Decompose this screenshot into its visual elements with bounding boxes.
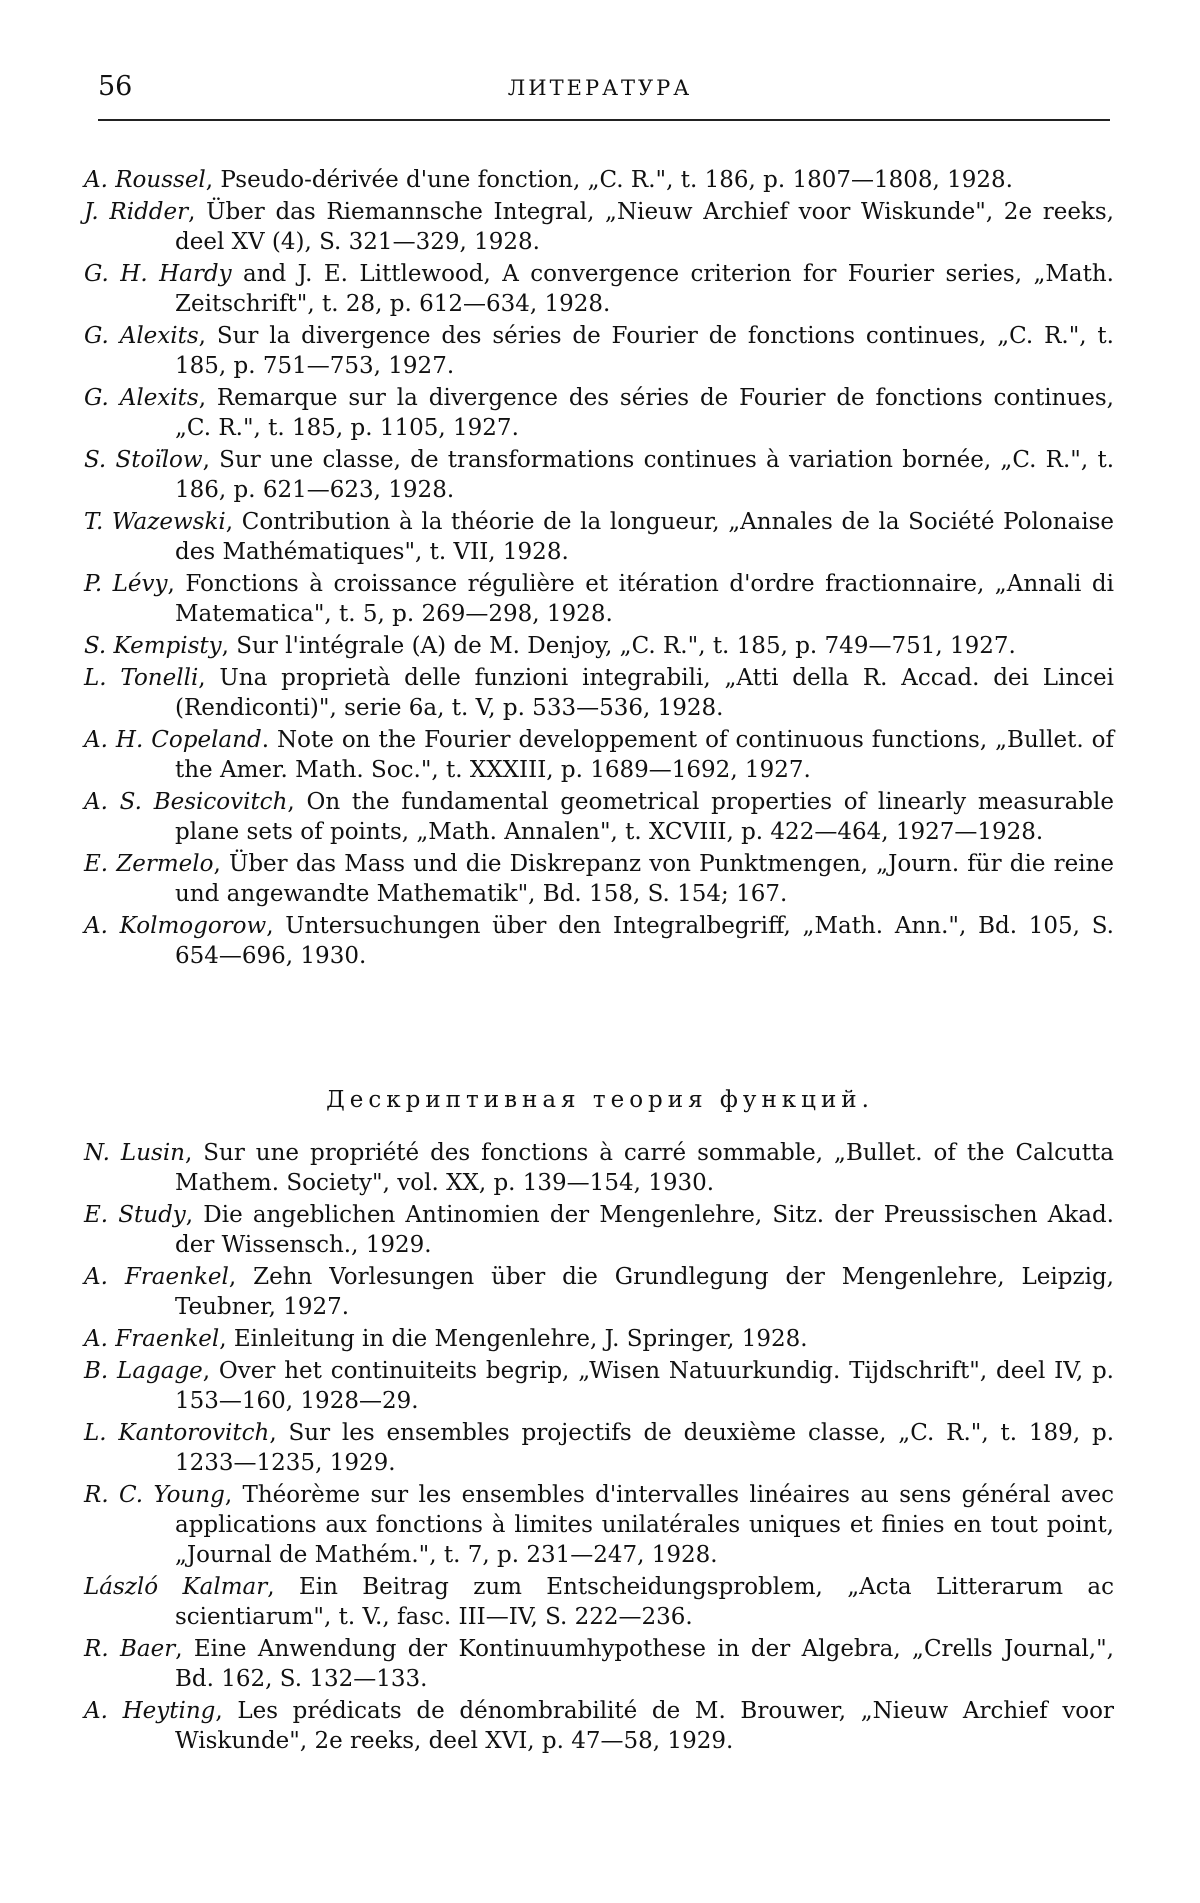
reference-author: A. Heyting	[84, 1698, 216, 1724]
reference-entry	[84, 197, 1114, 257]
reference-text: , Pseudo-dérivée d'une fonction, „C. R.", t. 186, p. 1807—1808, 1928.	[205, 167, 1013, 193]
reference-entry	[84, 1634, 1114, 1694]
reference-text: , Eine Anwendung der Kontinuumhypothese in der Algebra, „Crells Journal,", Bd. 162, S. 132—133.	[175, 1636, 1114, 1692]
reference-author: G. H. Hardy	[84, 261, 232, 287]
reference-entry	[84, 725, 1114, 785]
reference-entry	[84, 569, 1114, 629]
reference-entry	[84, 1418, 1114, 1478]
reference-author: S. Kempisty	[84, 633, 222, 659]
reference-list-descriptive	[84, 1138, 1114, 1758]
reference-text: , Sur l'intégrale (A) de M. Denjoy, „C. R.", t. 185, p. 749—751, 1927.	[221, 633, 1016, 659]
reference-author: R. Baer	[84, 1636, 176, 1662]
reference-entry	[84, 1138, 1114, 1198]
reference-entry	[84, 383, 1114, 443]
page-number: 56	[98, 71, 133, 102]
reference-author: L. Tonelli	[84, 665, 199, 691]
reference-author: G. Alexits	[84, 323, 199, 349]
reference-entry	[84, 507, 1114, 567]
reference-text: , Fonctions à croissance régulière et itération d'ordre fractionnaire, „Annali di Matematica", t. 5, p. 269—298, 1928.	[167, 571, 1114, 627]
reference-author: T. Wazewski	[84, 509, 226, 535]
reference-entry	[84, 445, 1114, 505]
reference-author: E. Study	[84, 1202, 186, 1228]
reference-author: A. Kolmogorow	[84, 913, 267, 939]
reference-entry	[84, 911, 1114, 971]
section-title: Дескриптивная теория функций.	[326, 1087, 874, 1113]
reference-text: , Over het continuiteits begrip, „Wisen Natuurkundig. Tijdschrift", deel IV, p. 153—160, 1928—29.	[175, 1358, 1114, 1414]
reference-text: , Ein Beitrag zum Entscheidungsproblem, „Acta Litterarum ac scientiarum", t. V., fasc. III—IV, S. 222—236.	[175, 1574, 1114, 1630]
reference-text: , Einleitung in die Mengenlehre, J. Springer, 1928.	[219, 1326, 808, 1352]
reference-entry	[84, 1324, 1114, 1354]
reference-entry	[84, 849, 1114, 909]
reference-author: A. Fraenkel	[84, 1264, 229, 1290]
reference-author: László Kalmar	[84, 1574, 268, 1600]
reference-entry	[84, 321, 1114, 381]
reference-author: L. Kantorovitch	[84, 1420, 270, 1446]
reference-text: , Über das Riemannsche Integral, „Nieuw Archief voor Wiskunde", 2e reeks, deel XV (4), S. 321—329, 1928.	[175, 199, 1114, 255]
reference-list-general	[84, 165, 1114, 973]
reference-text: , Sur une classe, de transformations continues à variation bornée, „C. R.", t. 186, p. 621—623, 1928.	[175, 447, 1115, 503]
reference-text: , Sur une propriété des fonctions à carré sommable, „Bullet. of the Calcutta Mathem. Society", vol. XX, p. 139—154, 1930.	[175, 1140, 1115, 1196]
reference-entry	[84, 165, 1114, 195]
reference-text: , Remarque sur la divergence des séries de Fourier de fonctions continues, „C. R.", t. 185, p. 1105, 1927.	[175, 385, 1114, 441]
reference-text: , Sur la divergence des séries de Fourier de fonctions continues, „C. R.", t. 185, p. 751—753, 1927.	[175, 323, 1114, 379]
reference-text: , Contribution à la théorie de la longueur, „Annales de la Société Polonaise des Mathématiques", t. VII, 1928.	[175, 509, 1114, 565]
reference-author: A. Roussel	[84, 167, 206, 193]
reference-author: G. Alexits	[84, 385, 199, 411]
reference-text: , On the fundamental geometrical properties of linearly measurable plane sets of points, „Math. Annalen", t. XCVIII, p. 422—464, 1927—1928.	[175, 789, 1114, 845]
reference-author: R. C. Young	[84, 1482, 225, 1508]
reference-text: , Una proprietà delle funzioni integrabili, „Atti della R. Accad. dei Lincei (Rendiconti)", serie 6a, t. V, p. 533—536, 1928.	[175, 665, 1114, 721]
reference-author: A. S. Besicovitch	[84, 789, 288, 815]
reference-entry	[84, 787, 1114, 847]
reference-entry	[84, 663, 1114, 723]
reference-author: N. Lusin	[84, 1140, 185, 1166]
reference-entry	[84, 259, 1114, 319]
reference-author: S. Stoïlow	[84, 447, 203, 473]
reference-entry	[84, 1200, 1114, 1260]
reference-author: A. H. Copeland	[84, 727, 262, 753]
reference-entry	[84, 1262, 1114, 1322]
reference-text: , Sur les ensembles projectifs de deuxième classe, „C. R.", t. 189, p. 1233—1235, 1929.	[175, 1420, 1114, 1476]
reference-text: , Untersuchungen über den Integralbegriff, „Math. Ann.", Bd. 105, S. 654—696, 1930.	[175, 913, 1114, 969]
reference-entry	[84, 1572, 1114, 1632]
reference-text: , Théorème sur les ensembles d'intervalles linéaires au sens général avec applications aux fonctions à limites unilatérales uniques et finies en tout point, „Journal de Mathém.", t. 7, p. 231—247, 1928.	[175, 1482, 1114, 1568]
reference-text: , Über das Mass und die Diskrepanz von Punktmengen, „Journ. für die reine und angewandte Mathematik", Bd. 158, S. 154; 167.	[175, 851, 1115, 907]
reference-entry	[84, 1356, 1114, 1416]
header-rule	[98, 119, 1110, 121]
reference-entry	[84, 1696, 1114, 1756]
running-title: ЛИТЕРАТУРА	[507, 76, 693, 100]
reference-author: J. Ridder	[84, 199, 189, 225]
reference-entry	[84, 1480, 1114, 1570]
reference-text: , Die angeblichen Antinomien der Mengenlehre, Sitz. der Preussischen Akad. der Wissensch., 1929.	[175, 1202, 1114, 1258]
reference-text: and J. E. Littlewood, A convergence criterion for Fourier series, „Math. Zeitschrift", t. 28, p. 612—634, 1928.	[175, 261, 1114, 317]
reference-text: , Zehn Vorlesungen über die Grundlegung der Mengenlehre, Leipzig, Teubner, 1927.	[175, 1264, 1114, 1320]
reference-author: E. Zermelo	[84, 851, 214, 877]
reference-text: , Les prédicats de dénombrabilité de M. Brouwer, „Nieuw Archief voor Wiskunde", 2e reeks, deel XVI, p. 47—58, 1929.	[175, 1698, 1114, 1754]
reference-author: B. Lagage	[84, 1358, 203, 1384]
reference-entry	[84, 631, 1114, 661]
reference-author: A. Fraenkel	[84, 1326, 220, 1352]
reference-text: . Note on the Fourier developpement of continuous functions, „Bullet. of the Amer. Math. Soc.", t. XXXIII, p. 1689—1692, 1927.	[175, 727, 1115, 783]
reference-author: P. Lévy	[84, 571, 168, 597]
